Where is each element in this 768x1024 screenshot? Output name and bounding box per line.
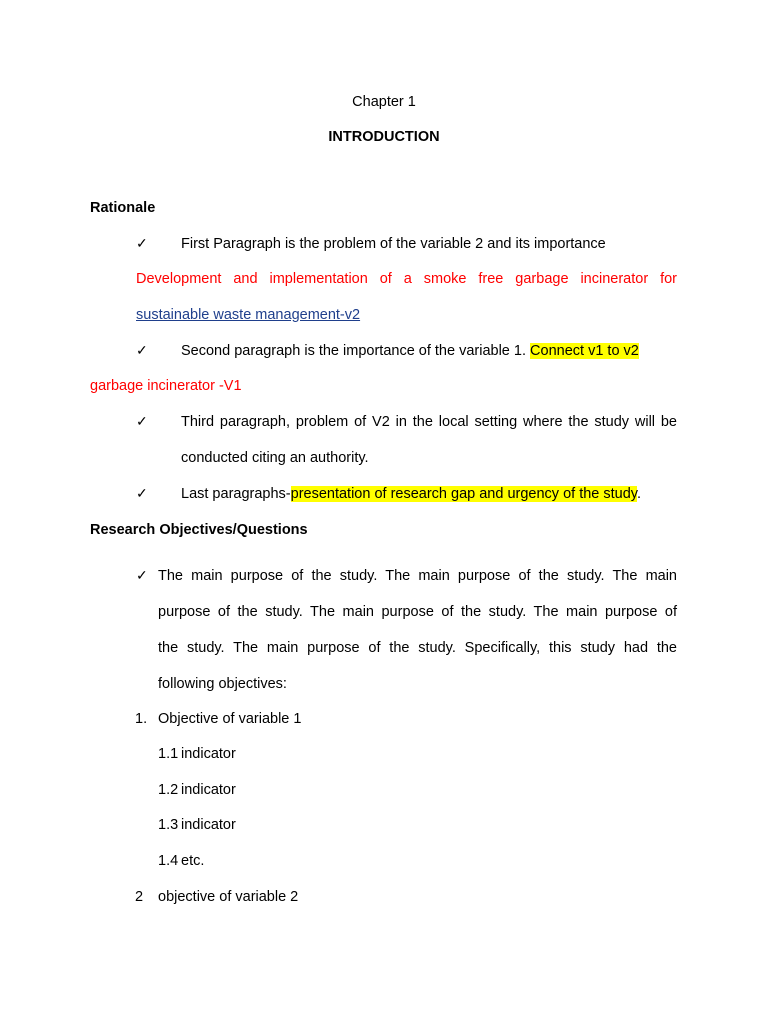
purpose-line-1: The main purpose of the study. The main purpose of the study. The main [158,568,677,584]
page-title: INTRODUCTION [328,129,440,145]
sub-item-text: indicator [181,817,236,833]
sub-item-text: etc. [181,853,205,869]
objective-1-text: Objective of variable 1 [158,711,302,727]
sub-item-text: indicator [181,782,236,798]
bullet-4-end: . [636,486,641,502]
purpose-line-2: purpose of the study. The main purpose of the study. The main purpose of [158,604,677,620]
bullet-4-highlight: presentation of research gap and urgency of the study [290,486,637,502]
sub-item-number: 1.1 [158,746,179,762]
chapter-label: Chapter 1 [352,94,416,110]
check-icon: ✓ [136,485,148,501]
bullet-2-text: Second paragraph is the importance of the variable 1. [181,343,531,359]
sub-item-number: 1.4 [158,853,179,869]
objective-1-number: 1. [135,711,148,727]
purpose-line-4: following objectives: [158,676,287,692]
v2-title-link[interactable]: sustainable waste management-v2 [136,307,361,323]
objective-2-text: objective of variable 2 [158,889,299,905]
sub-item-text: indicator [181,746,236,762]
bullet-2-highlight: Connect v1 to v2 [530,343,639,359]
sub-item-number: 1.3 [158,817,179,833]
rationale-bullet-3-line-1: Third paragraph, problem of V2 in the local setting where the study will be [181,414,677,430]
bullet-4-text: Last paragraphs- [181,486,291,502]
sub-item-number: 1.2 [158,782,179,798]
v1-title: garbage incinerator -V1 [90,378,242,394]
rationale-bullet-3-line-2: conducted citing an authority. [181,450,369,466]
rationale-bullet-1: First Paragraph is the problem of the variable 2 and its importance [181,236,606,252]
check-icon: ✓ [136,567,148,583]
check-icon: ✓ [136,342,148,358]
rationale-bullet-4 [181,486,641,502]
rationale-bullet-2 [181,343,639,359]
objectives-heading: Research Objectives/Questions [90,522,308,538]
check-icon: ✓ [136,235,148,251]
rationale-heading: Rationale [90,200,156,216]
check-icon: ✓ [136,413,148,429]
purpose-line-3: the study. The main purpose of the study. Specifically, this study had the [158,640,677,656]
v2-title-line-1: Development and implementation of a smoke free garbage incinerator for [136,271,677,287]
objective-2-number: 2 [135,889,144,905]
